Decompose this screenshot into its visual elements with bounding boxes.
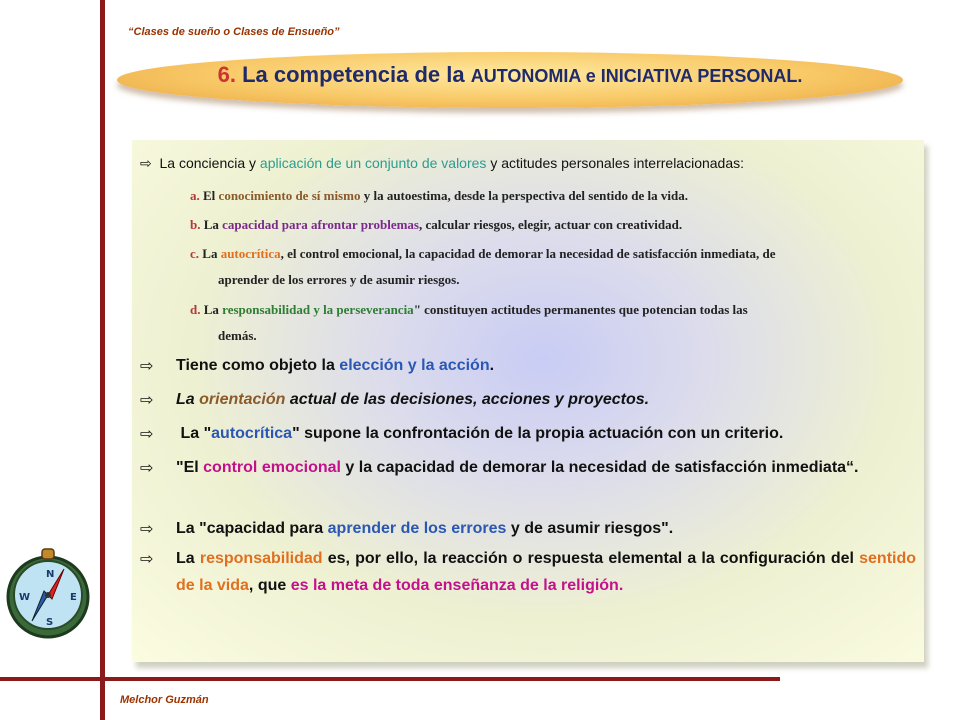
title-number: 6. [217, 62, 236, 87]
footer-author: Melchor Guzmán [120, 694, 209, 706]
arrow-icon: ⇨ [140, 390, 154, 409]
arrow-icon: ⇨ [140, 156, 152, 172]
svg-text:N: N [46, 569, 55, 580]
item-b: b. La capacidad para afrontar problemas, calcular riesgos, elegir, actuar con creatividad. [190, 217, 683, 232]
compass-icon [2, 545, 92, 640]
svg-text:S: S [46, 617, 54, 628]
bullet-3: ⇨ La "autocrítica" supone la confrontación de la propia actuación con un criterio. [140, 420, 916, 447]
header-note: “Clases de sueño o Clases de Ensueño” [128, 26, 340, 38]
slide-title [117, 62, 903, 88]
bullet-5: ⇨ La "capacidad para aprender de los errores y de asumir riesgos". [140, 515, 916, 542]
title-part2: AUTONOMIA e INICIATIVA PERSONAL. [470, 66, 803, 86]
arrow-icon: ⇨ [140, 458, 154, 477]
item-d: d. La responsabilidad y la perseverancia" constituyen actitudes permanentes que potencian todas las demás. [190, 302, 748, 343]
bullet-2: ⇨ La orientación actual de las decisiones, acciones y proyectos. [140, 386, 916, 413]
item-a: a. El conocimiento de sí mismo y la autoestima, desde la perspectiva del sentido de la vida. [190, 188, 688, 203]
intro-bullet: ⇨ La conciencia y aplicación de un conjunto de valores y actitudes personales interrelacionadas: [140, 155, 745, 172]
svg-text:W: W [19, 592, 31, 603]
arrow-icon: ⇨ [140, 519, 154, 538]
item-c: c. La autocrítica, el control emocional, la capacidad de demorar la necesidad de satisfacción inmediata, de aprender de los errores y de asumir riesgos. [190, 246, 776, 287]
left-vertical-rule [100, 0, 105, 720]
bullet-6: ⇨ La responsabilidad es, por ello, la reacción o respuesta elemental a la configuración del sentido de la vida, que es la meta de toda enseñanza de la religión. [140, 545, 916, 599]
bottom-horizontal-rule [0, 677, 780, 681]
arrow-icon: ⇨ [140, 356, 154, 375]
bullet-1: ⇨ Tiene como objeto la elección y la acción. [140, 352, 916, 379]
arrow-icon: ⇨ [140, 549, 154, 568]
svg-text:E: E [70, 592, 77, 603]
title-part1: La competencia de la [242, 62, 465, 87]
arrow-icon: ⇨ [140, 424, 154, 443]
bullet-4: ⇨ "El control emocional y la capacidad de demorar la necesidad de satisfacción inmediata“. [140, 454, 916, 481]
